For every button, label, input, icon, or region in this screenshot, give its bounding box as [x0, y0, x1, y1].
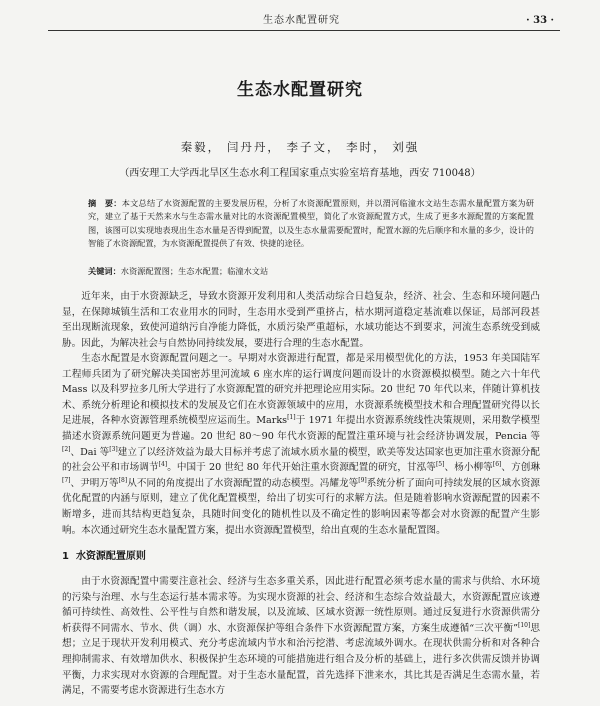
intro-paragraph-1: 近年来，由于水资源缺乏，导致水资源开发利用和人类活动综合日趋复杂，经济、社会、生态和环境问题凸显，在保障城镇生活和工农业用水的同时，生态用水受到严重挤占，枯水期河道稳定基流难以保证，局部河段甚至出现断流现象，致使河道纳污自净能力降低，水质污染严重超标，水域功能达不到要求，河流生态系统受到威胁。因此，为解决社会与自然协同持续发展，要进行合理的生态水配置。: [62, 291, 540, 349]
paragraph-text: 、Dai 等: [70, 446, 110, 458]
paragraph-text: 、杨小柳等: [444, 462, 493, 474]
intro-paragraph-2: [62, 351, 540, 538]
section-heading-1: [62, 547, 146, 562]
citation-ref: [8]: [118, 476, 128, 484]
section-number: 1: [62, 551, 69, 562]
citation-ref: [4]: [158, 460, 168, 468]
citation-ref: [2]: [62, 445, 71, 453]
section-title: 水资源配置原则: [75, 551, 146, 562]
journal-name: 生态水配置研究: [263, 15, 340, 26]
paragraph-text: 由于水资源配置中需要注意社会、经济与生态多重关系，因此进行配置必须考虑水量的需求与供给、水环境的污染与治理、水与生态运行基本需求等。为实现水资源的社会、经济和生态综合效益最大，水资源配置应该遵循可持续性、高效性、公平性与自然和谐发展，以及流域、区域水资源一统性原则。通过反复进行水资源供需分析获得不同需水、节水、供（调）水、水资源保护等组合条件下水资源配置方案，方案生成遵循“三次平衡”: [62, 576, 540, 634]
paragraph-text: 思想；立足于现状开发利用模式、充分考虑流域内节水和治污挖潜、考虑流域外调水。在现状供需分析和对各种合理抑制需求、有效增加供水、积极保护生态环境的可能措施进行组合及分析的基础上，进行多次供需反馈并协调平衡，力求实现对水资源的合理配置。对于生态水量配置，首先选择下泄来水，其比其是否满足生态需水量，若满足，不需要考虑水资源进行生态水方: [62, 622, 541, 697]
paragraph-text: 生态水配置是水资源配置问题之一。早期对水资源进行配置，都是采用模型优化的方法，1953 年美国陆军工程师兵团为了研究解决美国密苏里河流域 6 座水库的运行调度问题而设计的水资源模拟模型。随之六十年代 Mass 以及科罗拉多几所大学进行了水资源配置的研究并把理论应用实际。20 世纪 70 年代以来，伴随计算机技术、系统分析理论和模拟技术的发展及它们在水资源领域中的应用，水资源系统模型技术和合理配置研究得以长足进展，各种水资源管理系统模型应运而生。Marks: [62, 353, 540, 427]
citation-ref: [1]: [287, 414, 296, 422]
citation-ref: [9]: [358, 476, 367, 484]
paragraph-text: 系统分析了面向可持续发展的区域水资源优化配置的内涵与原则，建立了优化配置模型，给出了切实可行的求解方法。但是随着影响水资源配置的因素不断增多，进而其结构更趋复杂，具随时间变化的随机性以及不确定性的影响因素等都会对水资源的配置产生影响。本次通过研究生态水量配置方案，提出水资源配置模型，给出直观的生态水量配置图。: [62, 477, 541, 536]
citation-ref: [5]: [435, 460, 445, 468]
paragraph-text: 从不同的角度提出了水资源配置的动态模型。冯耀龙等: [127, 477, 359, 489]
paragraph-text: 建立了以经济效益为最大目标并考虑了流域水质水量的模型，欧美等发达国家也更加注重水资源分配的社会公平和市场调节: [62, 446, 541, 474]
paragraph-text: 、方创琳: [501, 462, 541, 474]
paper-title: 生态水配置研究: [237, 80, 363, 100]
paragraph-text: 、尹明万等: [70, 477, 119, 489]
citation-ref: [6]: [492, 460, 502, 468]
author-list: 秦毅， 闫丹丹， 李子文， 李时， 刘强: [180, 140, 420, 154]
running-head: [48, 14, 560, 31]
keywords: [88, 265, 534, 278]
affiliation: （西安理工大学西北旱区生态水利工程国家重点实验室培育基地，西安 710048）: [119, 168, 481, 179]
paragraph-text: 于 1971 年提出水资源系统线性决策规则，采用数学模型描述水资源系统问题更为普遍。20 世纪 80～90 年代水资源的配置注重环境与社会经济协调发展，Pencia 等: [62, 415, 540, 442]
section-1-paragraph: [62, 574, 540, 699]
abstract: [88, 197, 534, 251]
citation-ref: [3]: [109, 445, 118, 453]
keywords-text: 水资源配置图；生态水配置；临潼水文站: [120, 266, 269, 276]
citation-ref: [7]: [62, 476, 71, 484]
abstract-label: 摘 要：: [88, 198, 122, 208]
abstract-text: 本文总结了水资源配置的主要发展历程，分析了水资源配置原则，并以渭河临潼水文站生态需水量配置方案为研究，建立了基于天然来水与生态需水量对比的水资源配置模型，简化了水资源配置方式，生成了更多水源配置的方案配置图，该图可以实现地表现出生态水量是否得到配置，以及生态水量需要配置时，配置水源的先后顺序和水量的多少，设计的智能了水资源配置，为水资源配置提供了有效、快捷的途径。: [88, 198, 534, 249]
page-number: · 33 ·: [526, 15, 554, 26]
paragraph-text: 。中国于 20 世纪 80 年代开始注重水资源配置的研究，甘泓等: [167, 462, 436, 474]
citation-ref: [10]: [517, 621, 531, 629]
keywords-label: 关键词：: [88, 266, 121, 276]
